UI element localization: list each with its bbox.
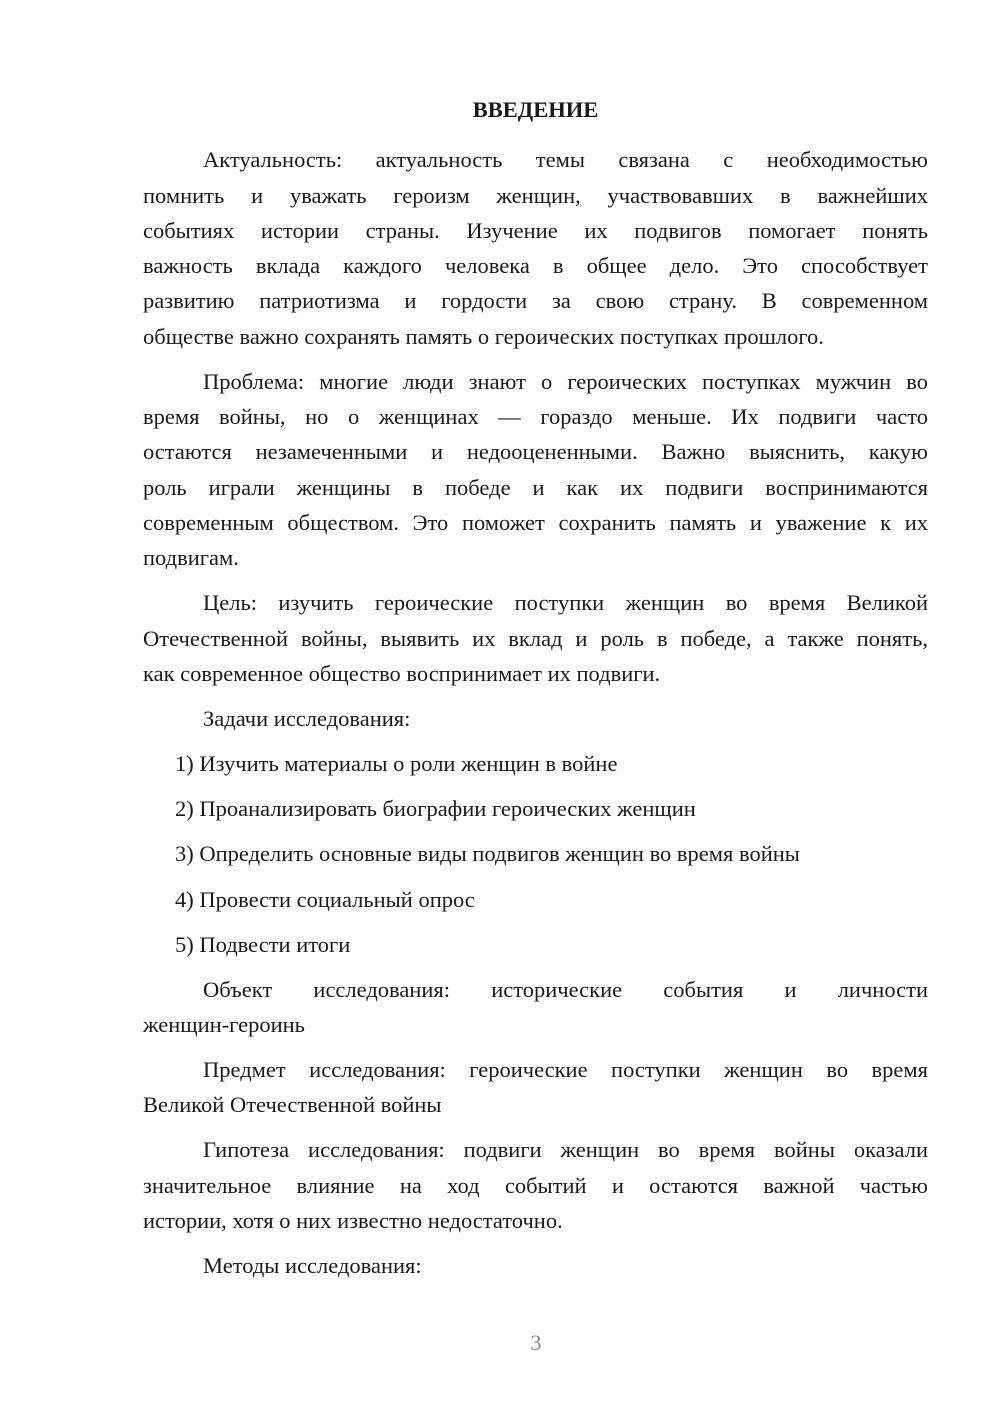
text-line: современным обществом. Это поможет сохранить память и уважение к их [143, 510, 928, 536]
text-line: время войны, но о женщинах — гораздо меньше. Их подвиги часто [143, 404, 928, 430]
text-line: событиях истории страны. Изучение их подвигов помогает понять [143, 217, 928, 243]
text-line: важность вклада каждого человека в общее дело. Это способствует [143, 253, 928, 279]
paragraph [143, 1132, 928, 1238]
text-line: Задачи исследования: [203, 706, 411, 732]
page-number: 3 [530, 1330, 542, 1355]
text-line: Цель: изучить героические поступки женщин во время Великой [203, 590, 928, 616]
text-line: 3) Определить основные виды подвигов женщин во время войны [175, 841, 800, 867]
list-item [143, 791, 928, 826]
text-line: как современное общество воспринимает их подвиги. [143, 661, 661, 687]
text-line: Гипотеза исследования: подвиги женщин во время войны оказали [203, 1137, 928, 1163]
text-line: обществе важно сохранять память о героических поступках прошлого. [143, 323, 824, 349]
text-line: Актуальность: актуальность темы связана с необходимостью [203, 147, 928, 173]
text-line: роль играли женщины в победе и как их подвиги воспринимаются [143, 474, 928, 500]
text-line: Методы исследования: [203, 1253, 422, 1279]
text-line: 4) Провести социальный опрос [175, 886, 475, 912]
text-line: подвигам. [143, 545, 239, 571]
list-item [143, 927, 928, 962]
text-line: 5) Подвести итоги [175, 931, 351, 957]
body-text [143, 142, 928, 1283]
paragraph [143, 585, 928, 691]
list-item [143, 836, 928, 871]
paragraph [143, 1248, 928, 1283]
text-line: помнить и уважать героизм женщин, участвовавших в важнейших [143, 182, 928, 208]
paragraph [143, 1052, 928, 1123]
text-line: истории, хотя о них известно недостаточно. [143, 1208, 563, 1234]
text-line: 2) Проанализировать биографии героических женщин [175, 796, 696, 822]
text-line: Отечественной войны, выявить их вклад и роль в победе, а также понять, [143, 625, 928, 651]
paragraph [143, 701, 928, 736]
paragraph [143, 364, 928, 576]
text-line: остаются незамеченными и недооцененными. Важно выяснить, какую [143, 439, 928, 465]
text-line: 1) Изучить материалы о роли женщин в войне [175, 751, 618, 777]
paragraph [143, 142, 928, 354]
text-line: женщин-героинь [143, 1012, 305, 1037]
paragraph [143, 972, 928, 1043]
text-line: Объект исследования: исторические события и личности [203, 976, 928, 1002]
list-item [143, 882, 928, 917]
text-line: развитию патриотизма и гордости за свою страну. В современном [143, 288, 928, 314]
text-line: Великой Отечественной войны [143, 1092, 442, 1118]
text-line: значительное влияние на ход событий и остаются важной частью [143, 1172, 928, 1198]
text-line: Предмет исследования: героические поступки женщин во время [203, 1057, 928, 1083]
text-line: Проблема: многие люди знают о героических поступках мужчин во [203, 368, 928, 394]
document-page [143, 92, 928, 1293]
section-heading: ВВЕДЕНИЕ [472, 97, 599, 122]
list-item [143, 746, 928, 781]
